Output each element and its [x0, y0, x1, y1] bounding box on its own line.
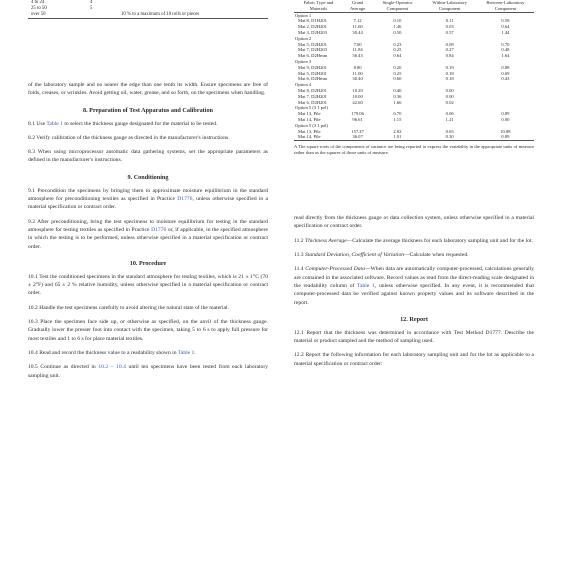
- right-column: [294, 0, 534, 374]
- table-cell: 10.00: [352, 93, 363, 99]
- table-cell: 0.03: [445, 24, 454, 30]
- paragraph-9-2: 9.2 After preconditioning, bring the test specimens to moisture equilibrium for testing in the standard atmosphere for testing textiles as specified in Practice D1776 or, if applicable, in the specified atmosphere in which the testing is to be performed, unless otherwise specified in a material specification or contract order.: [28, 218, 268, 250]
- table-cell: 0.18: [445, 76, 454, 82]
- paragraph-10-2: 10.2 Handle the test specimens carefully to avoid altering the natural state of the material.: [28, 304, 229, 311]
- table-cell: Mat 7, D2H201: [298, 93, 327, 99]
- table-cell: Mat 8, D2H201: [298, 87, 327, 93]
- table-cell: 36.07: [343, 134, 372, 140]
- table-cell: Mat 8, D1H201: [298, 18, 327, 24]
- left-column: [28, 0, 268, 386]
- table-cell: 0.88: [501, 64, 510, 70]
- table-cell: 0.02: [445, 99, 454, 105]
- table-cell: 42.60: [352, 99, 363, 105]
- table-cell: 0.57: [445, 29, 454, 35]
- column-header: Fabric Type and Materials: [294, 0, 343, 12]
- table-cell: 10.20: [352, 87, 363, 93]
- table-row: [294, 134, 534, 140]
- variance-components-table: [294, 0, 534, 141]
- table-cell: Mat 14, Pile: [294, 134, 343, 140]
- table-cell: Mat 5, D2H201: [298, 70, 327, 76]
- table-cell: 1.64: [501, 53, 510, 59]
- table-cell: 0.00: [445, 87, 454, 93]
- option-label: Option 3: [295, 58, 312, 64]
- table-cell: 0.65: [445, 128, 454, 134]
- table-cell: 0.25: [393, 70, 402, 76]
- table-cell: 1.01: [372, 134, 422, 140]
- table-1-link[interactable]: Table 1: [46, 120, 63, 127]
- paragraph-12-2: 12.2 Report the following information for each laboratory sampling unit and for the lot as applicable to a material specification or contract order:: [294, 352, 534, 367]
- table-cell: Mat 7, D2H203: [298, 47, 327, 53]
- d1776-link-2[interactable]: D1776: [151, 226, 167, 233]
- table-1-link-2[interactable]: Table 1: [177, 349, 195, 356]
- section-10-heading: 10. Procedure: [129, 259, 167, 267]
- table-cell: 0.08: [445, 41, 454, 47]
- table-cell: 11.00: [352, 70, 363, 76]
- table-cell: 0.19: [445, 64, 454, 70]
- table-cell: 1.46: [393, 24, 402, 30]
- column-header: Single-Operator Component: [372, 0, 422, 12]
- paragraph-10-5: 10.5 Continue as directed in 10.2 – 10.4 until ten specimens have been tested from each laboratory sampling unit.: [28, 364, 268, 379]
- column-header: Grand Average: [343, 0, 372, 12]
- section-ref-link[interactable]: 10.2 – 10.4: [98, 364, 126, 371]
- table-cell: 0.84: [445, 53, 454, 59]
- table-cell: 30.44: [352, 29, 363, 35]
- table-cell: 0.48: [501, 47, 510, 53]
- table-cell: 7.00: [353, 41, 362, 47]
- paragraph-10-4: 10.4 Read and record the thickness value to a readability shown in Table 1.: [28, 349, 196, 356]
- column-header: Within-Laboratory Component: [423, 0, 477, 12]
- table-cell: 0.00: [501, 116, 510, 122]
- table-cell: 1.66: [393, 99, 402, 105]
- table-cell: Mat 3, D2H203: [298, 29, 327, 35]
- table-cell: 0.64: [501, 24, 510, 30]
- table-cell: 1.21: [445, 116, 454, 122]
- table-cell: 0.11: [445, 18, 454, 24]
- table-cell: 4 to 24: [31, 0, 45, 5]
- table-cell: 0.30: [423, 134, 477, 140]
- table-cell: [68, 12, 118, 19]
- paragraph-8-3: 8.3 When using microprocessor automatic data gathering systems, set the appropriate parameters as defined in the manufacturer's instructions.: [28, 149, 268, 164]
- table-cell: 0.89: [501, 111, 510, 117]
- sampling-table-fragment: [28, 0, 268, 19]
- paragraph-9-1: 9.1 Precondition the specimens by bringing them to approximate moisture equilibrium in the standard atmosphere for preconditioning textiles as specified in Practice D1776, unless otherwise specified in a material specification or contract order.: [28, 187, 268, 211]
- option-label: Option 1: [295, 12, 312, 18]
- table-cell: Mat 13, Pile: [298, 128, 321, 134]
- table-cell: 0.27: [445, 47, 454, 53]
- table-cell: 0.25: [393, 47, 402, 53]
- table-cell: 10.88: [500, 128, 511, 134]
- table-cell: 8.80: [353, 64, 362, 70]
- paragraph-11-3: 11.3 Standard Deviation, Coefficient of Variation—Calculate when requested.: [294, 252, 469, 259]
- table-cell: Mat 5, D2H201: [298, 41, 327, 47]
- section-9-heading: 9. Conditioning: [127, 173, 169, 181]
- table-cell: 36.43: [352, 53, 363, 59]
- table-cell: 1.44: [501, 29, 510, 35]
- table-cell: 0.36: [393, 93, 402, 99]
- table-cell: 4: [90, 0, 93, 5]
- table-cell: 179.06: [351, 111, 364, 117]
- table-cell: 5: [90, 6, 93, 11]
- table-cell: 0.00: [445, 93, 454, 99]
- table-cell: Mat 6, D2Hmm: [298, 76, 328, 82]
- table-cell: 1.15: [393, 116, 402, 122]
- table-cell: 11.84: [352, 47, 363, 53]
- table-cell: 0.23: [393, 41, 402, 47]
- table-cell: over 50: [28, 12, 68, 19]
- column-header: Between-Laboratory Component: [477, 0, 534, 12]
- paragraph-8-2: 8.2 Verify calibration of the thickness gauge as directed in the manufacturer's instructions.: [28, 134, 230, 141]
- table-cell: Mat 6, D2H201: [298, 99, 327, 105]
- table-cell: 10 % to a maximum of 10 rolls or pieces: [118, 12, 268, 19]
- table-cell: 0.69: [501, 70, 510, 76]
- table-cell: 96.61: [352, 116, 363, 122]
- table-cell: 7.12: [353, 18, 362, 24]
- table-footnote: A The square roots of the components of variance are being reported to express the variability in the appropriate units of measure rather than as the squares of those units of measure.: [294, 144, 534, 156]
- table-cell: 0.10: [393, 18, 402, 24]
- paragraph-10-1: 10.1 Test the conditioned specimens in the standard atmosphere for testing textiles, which is 21 ± 1°C (70 ± 2°F) and 65 ± 2 % relative humidity, unless otherwise specified in a material specification or contract order.: [28, 273, 268, 297]
- table-cell: Mat 6, D2Hmm: [298, 53, 328, 59]
- table-cell: Mat 14, Pile: [298, 116, 321, 122]
- table-cell: Mat 13, Pile: [298, 111, 321, 117]
- option-label: Option 5 (3 1 pel): [295, 122, 328, 128]
- section-8-heading: 8. Preparation of Test Apparatus and Calibration: [82, 106, 213, 114]
- table-1-link-3[interactable]: Table 1: [357, 282, 375, 289]
- option-label: Option 2: [295, 35, 312, 41]
- table-cell: 25 to 50: [31, 6, 47, 11]
- section-12-heading: 12. Report: [400, 315, 428, 323]
- paragraph-10-3: 10.3 Place the specimen face side up, or otherwise as specified, on the anvil of the thickness gauge. Gradually lower the presser foot into contact with the specimen, taking 5 to 6 s to apply full pressure for most textiles and 1 to 6 s for place material textiles.: [28, 319, 268, 342]
- table-cell: 0.70: [501, 41, 510, 47]
- paragraph-8-1: 8.1 Use Table 1 to select the thickness gauge designated for the material to be tested.: [28, 120, 218, 127]
- table-cell: 0.89: [477, 134, 534, 140]
- table-cell: Mat 9, D2H201: [298, 64, 327, 70]
- table-cell: 0.50: [393, 29, 402, 35]
- table-cell: 30.40: [352, 76, 363, 82]
- table-row: [28, 12, 268, 19]
- table-cell: 2.82: [393, 128, 402, 134]
- paragraph-specimen-handling: of the laboratory sample and no nearer the edge than one tenth its width. Ensure specimens are free of folds, creases, or wrinkles. Avoid getting oil, water, grease, and so forth, on the specimens when handling.: [28, 82, 268, 97]
- table-cell: 11.60: [352, 24, 363, 30]
- table-cell: 0.43: [501, 76, 510, 82]
- table-cell: 0.58: [501, 18, 510, 24]
- paragraph-11-4: 11.4 Computer-Processed Data—When data are automatically computer-processed, calculations generally are contained in the associated software. Record values as read from the direct-reading scale designated in the readability column of Table 1, unless otherwise specified. In any event, it is recommended that computer-processed data be verified against known property values and its software described in the report.: [294, 266, 534, 306]
- d1776-link[interactable]: D1776: [177, 196, 193, 203]
- table-cell: 0.64: [393, 53, 402, 59]
- table-cell: 157.47: [351, 128, 364, 134]
- table-cell: 0.40: [393, 87, 402, 93]
- table-cell: 0.06: [445, 111, 454, 117]
- option-label: Option 4: [295, 82, 312, 88]
- paragraph-read-directly: read directly from the thickness gauge or data collection system, unless otherwise specified in a material specification or contract order.: [294, 215, 534, 230]
- option-label: Option 5 (3 1 pel): [295, 105, 328, 111]
- paragraph-11-2: 11.2 Thickness Average—Calculate the average thickness for each laboratory sampling unit and for the lot.: [294, 237, 533, 244]
- table-cell: 0.60: [393, 76, 402, 82]
- table-cell: 0.20: [393, 64, 402, 70]
- paragraph-12-1: 12.1 Report that the thickness was determined in accordance with Test Method D1777. Describe the material or product sampled and the method of sampling used.: [294, 329, 534, 345]
- table-cell: 6.70: [393, 111, 402, 117]
- table-cell: 0.18: [445, 70, 454, 76]
- table-cell: Mat 2, D2H201: [298, 24, 327, 30]
